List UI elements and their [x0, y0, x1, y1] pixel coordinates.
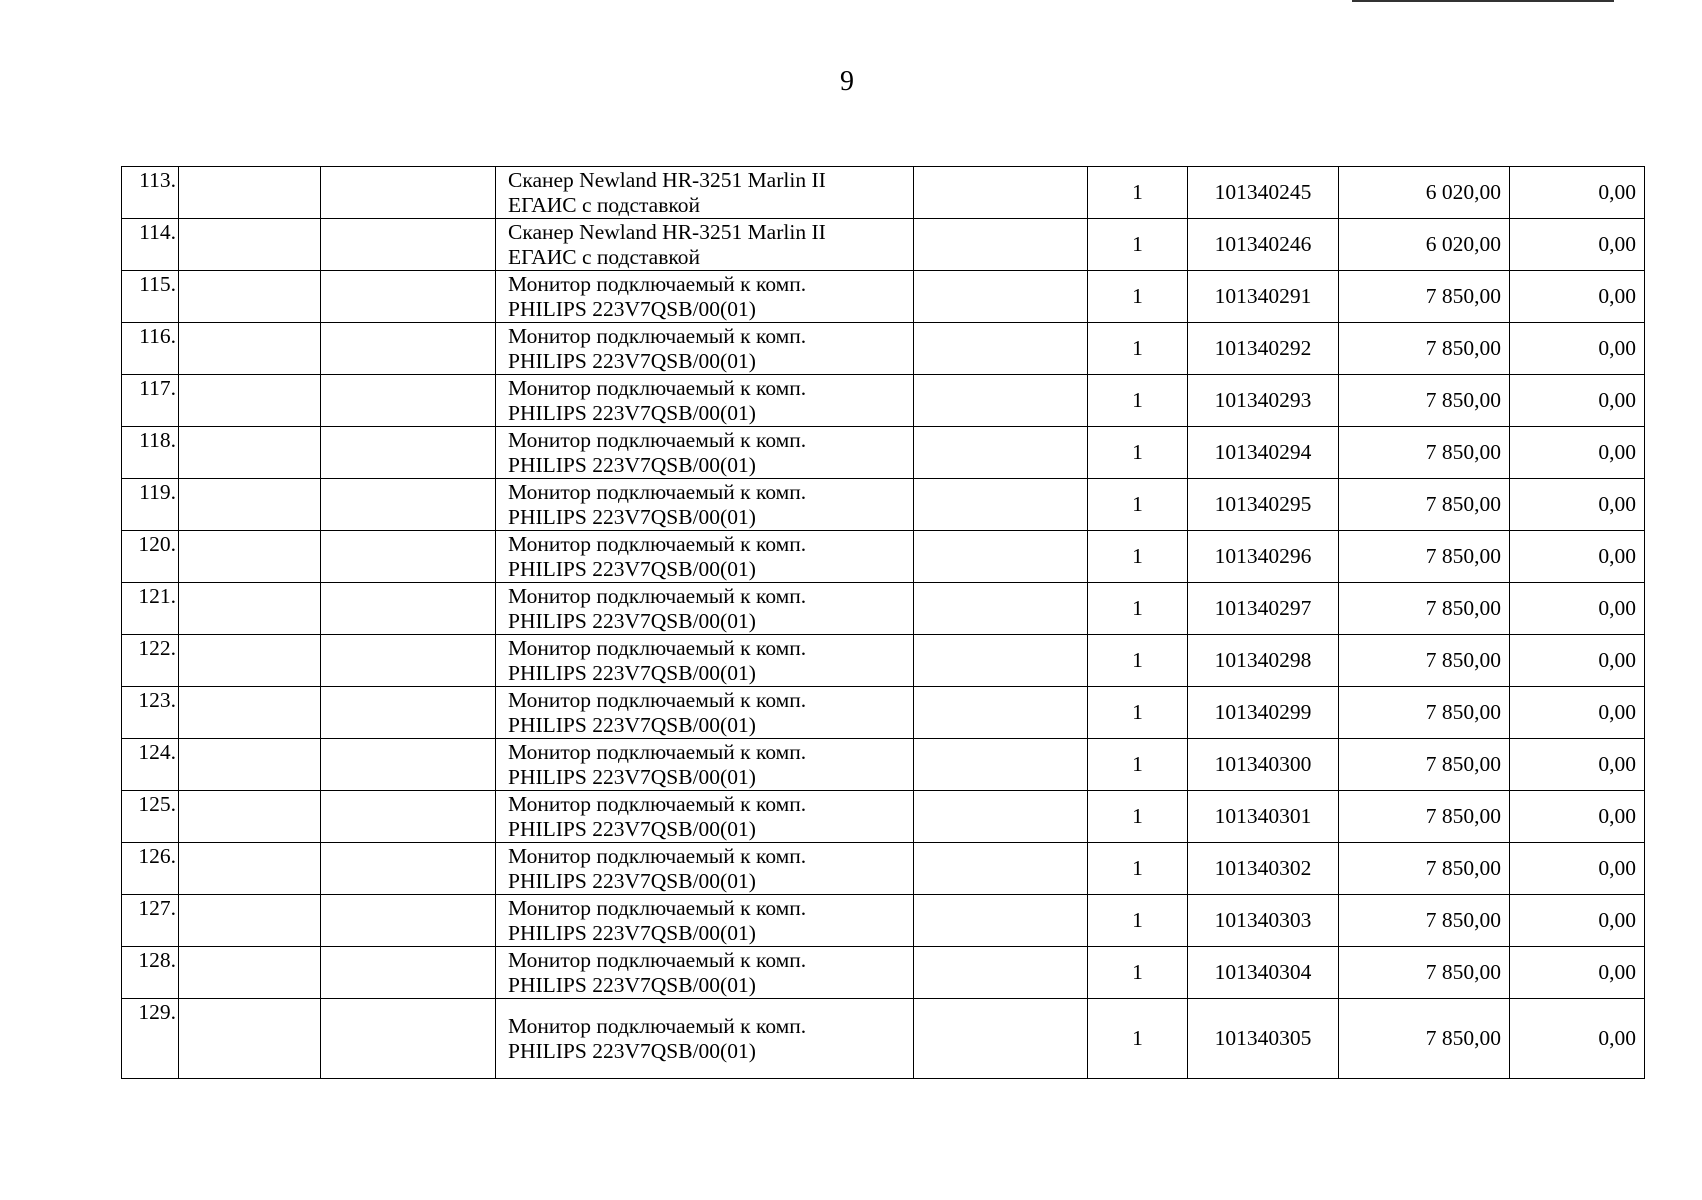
item-name-line: PHILIPS 223V7QSB/00(01) — [508, 1038, 756, 1063]
empty-cell — [179, 635, 321, 687]
item-name-line: Монитор подключаемый к комп. — [508, 687, 807, 712]
inventory-number: 101340246 — [1188, 219, 1339, 271]
inventory-number: 101340301 — [1188, 791, 1339, 843]
item-name-line: PHILIPS 223V7QSB/00(01) — [508, 452, 756, 477]
top-rule — [1352, 0, 1614, 2]
empty-cell — [914, 843, 1088, 895]
balance-value: 6 020,00 — [1339, 167, 1510, 219]
row-number: 123. — [122, 687, 179, 739]
row-number: 122. — [122, 635, 179, 687]
residual-value: 0,00 — [1510, 219, 1645, 271]
item-name-line: Монитор подключаемый к комп. — [508, 479, 807, 504]
residual-value: 0,00 — [1510, 427, 1645, 479]
table-row — [122, 947, 1645, 999]
quantity: 1 — [1088, 947, 1188, 999]
item-name — [496, 999, 914, 1079]
quantity: 1 — [1088, 999, 1188, 1079]
item-name — [496, 739, 914, 791]
item-name — [496, 947, 914, 999]
item-name-line: PHILIPS 223V7QSB/00(01) — [508, 348, 756, 373]
item-name — [496, 479, 914, 531]
row-number: 124. — [122, 739, 179, 791]
table-row — [122, 687, 1645, 739]
item-name — [496, 167, 914, 219]
item-name — [496, 791, 914, 843]
inventory-number: 101340293 — [1188, 375, 1339, 427]
inventory-number: 101340295 — [1188, 479, 1339, 531]
item-name — [496, 843, 914, 895]
empty-cell — [321, 791, 496, 843]
empty-cell — [321, 167, 496, 219]
empty-cell — [321, 635, 496, 687]
item-name — [496, 219, 914, 271]
quantity: 1 — [1088, 271, 1188, 323]
row-number: 129. — [122, 999, 179, 1079]
empty-cell — [321, 583, 496, 635]
row-number: 114. — [122, 219, 179, 271]
item-name-line: PHILIPS 223V7QSB/00(01) — [508, 868, 756, 893]
inventory-number: 101340305 — [1188, 999, 1339, 1079]
row-number: 116. — [122, 323, 179, 375]
empty-cell — [321, 219, 496, 271]
residual-value: 0,00 — [1510, 791, 1645, 843]
balance-value: 7 850,00 — [1339, 375, 1510, 427]
item-name-line: Сканер Newland HR-3251 Marlin II — [508, 219, 826, 244]
empty-cell — [179, 999, 321, 1079]
item-name-line: Монитор подключаемый к комп. — [508, 635, 807, 660]
balance-value: 7 850,00 — [1339, 999, 1510, 1079]
residual-value: 0,00 — [1510, 479, 1645, 531]
empty-cell — [179, 479, 321, 531]
item-name-line: Монитор подключаемый к комп. — [508, 583, 807, 608]
empty-cell — [914, 895, 1088, 947]
empty-cell — [914, 739, 1088, 791]
empty-cell — [321, 687, 496, 739]
inventory-number: 101340304 — [1188, 947, 1339, 999]
empty-cell — [321, 479, 496, 531]
empty-cell — [914, 323, 1088, 375]
quantity: 1 — [1088, 687, 1188, 739]
item-name — [496, 895, 914, 947]
empty-cell — [179, 895, 321, 947]
item-name-line: Монитор подключаемый к комп. — [508, 895, 807, 920]
inventory-number: 101340297 — [1188, 583, 1339, 635]
table-row — [122, 635, 1645, 687]
item-name — [496, 583, 914, 635]
quantity: 1 — [1088, 531, 1188, 583]
inventory-number: 101340300 — [1188, 739, 1339, 791]
residual-value: 0,00 — [1510, 271, 1645, 323]
quantity: 1 — [1088, 375, 1188, 427]
item-name-line: Монитор подключаемый к комп. — [508, 1013, 807, 1038]
quantity: 1 — [1088, 167, 1188, 219]
empty-cell — [179, 947, 321, 999]
quantity: 1 — [1088, 791, 1188, 843]
empty-cell — [179, 323, 321, 375]
inventory-number: 101340245 — [1188, 167, 1339, 219]
table-row — [122, 219, 1645, 271]
inventory-table — [121, 166, 1645, 1079]
balance-value: 7 850,00 — [1339, 843, 1510, 895]
empty-cell — [321, 947, 496, 999]
empty-cell — [914, 791, 1088, 843]
item-name — [496, 271, 914, 323]
item-name-line: ЕГАИС с подставкой — [508, 244, 700, 269]
balance-value: 7 850,00 — [1339, 687, 1510, 739]
empty-cell — [914, 427, 1088, 479]
empty-cell — [321, 895, 496, 947]
empty-cell — [179, 583, 321, 635]
quantity: 1 — [1088, 583, 1188, 635]
empty-cell — [914, 947, 1088, 999]
item-name — [496, 635, 914, 687]
item-name-line: PHILIPS 223V7QSB/00(01) — [508, 816, 756, 841]
residual-value: 0,00 — [1510, 687, 1645, 739]
empty-cell — [914, 999, 1088, 1079]
residual-value: 0,00 — [1510, 895, 1645, 947]
empty-cell — [179, 843, 321, 895]
item-name — [496, 375, 914, 427]
residual-value: 0,00 — [1510, 947, 1645, 999]
item-name-line: PHILIPS 223V7QSB/00(01) — [508, 556, 756, 581]
empty-cell — [914, 583, 1088, 635]
residual-value: 0,00 — [1510, 375, 1645, 427]
empty-cell — [179, 167, 321, 219]
balance-value: 7 850,00 — [1339, 427, 1510, 479]
row-number: 121. — [122, 583, 179, 635]
residual-value: 0,00 — [1510, 583, 1645, 635]
table-row — [122, 843, 1645, 895]
table-row — [122, 739, 1645, 791]
item-name-line: PHILIPS 223V7QSB/00(01) — [508, 972, 756, 997]
empty-cell — [321, 531, 496, 583]
row-number: 125. — [122, 791, 179, 843]
item-name-line: PHILIPS 223V7QSB/00(01) — [508, 920, 756, 945]
row-number: 118. — [122, 427, 179, 479]
quantity: 1 — [1088, 739, 1188, 791]
empty-cell — [321, 375, 496, 427]
item-name — [496, 687, 914, 739]
inventory-number: 101340296 — [1188, 531, 1339, 583]
item-name-line: Монитор подключаемый к комп. — [508, 791, 807, 816]
balance-value: 7 850,00 — [1339, 583, 1510, 635]
table-row — [122, 531, 1645, 583]
balance-value: 7 850,00 — [1339, 791, 1510, 843]
empty-cell — [914, 271, 1088, 323]
item-name-line: ЕГАИС с подставкой — [508, 192, 700, 217]
item-name-line: PHILIPS 223V7QSB/00(01) — [508, 660, 756, 685]
balance-value: 7 850,00 — [1339, 635, 1510, 687]
item-name-line: Монитор подключаемый к комп. — [508, 947, 807, 972]
residual-value: 0,00 — [1510, 323, 1645, 375]
balance-value: 7 850,00 — [1339, 947, 1510, 999]
quantity: 1 — [1088, 479, 1188, 531]
empty-cell — [321, 843, 496, 895]
quantity: 1 — [1088, 323, 1188, 375]
row-number: 127. — [122, 895, 179, 947]
item-name — [496, 531, 914, 583]
item-name — [496, 427, 914, 479]
residual-value: 0,00 — [1510, 843, 1645, 895]
empty-cell — [179, 271, 321, 323]
inventory-number: 101340291 — [1188, 271, 1339, 323]
item-name-line: PHILIPS 223V7QSB/00(01) — [508, 504, 756, 529]
table-row — [122, 583, 1645, 635]
inventory-number: 101340292 — [1188, 323, 1339, 375]
empty-cell — [914, 219, 1088, 271]
empty-cell — [179, 375, 321, 427]
item-name — [496, 323, 914, 375]
residual-value: 0,00 — [1510, 739, 1645, 791]
empty-cell — [179, 219, 321, 271]
table-row — [122, 167, 1645, 219]
empty-cell — [179, 739, 321, 791]
table-row — [122, 479, 1645, 531]
empty-cell — [179, 687, 321, 739]
inventory-number: 101340299 — [1188, 687, 1339, 739]
table-row — [122, 427, 1645, 479]
item-name-line: Монитор подключаемый к комп. — [508, 375, 807, 400]
row-number: 113. — [122, 167, 179, 219]
row-number: 126. — [122, 843, 179, 895]
residual-value: 0,00 — [1510, 531, 1645, 583]
balance-value: 7 850,00 — [1339, 479, 1510, 531]
quantity: 1 — [1088, 427, 1188, 479]
empty-cell — [321, 323, 496, 375]
table-row — [122, 375, 1645, 427]
residual-value: 0,00 — [1510, 167, 1645, 219]
empty-cell — [914, 167, 1088, 219]
item-name-line: PHILIPS 223V7QSB/00(01) — [508, 400, 756, 425]
empty-cell — [914, 687, 1088, 739]
item-name-line: Сканер Newland HR-3251 Marlin II — [508, 167, 826, 192]
empty-cell — [179, 791, 321, 843]
inventory-number: 101340303 — [1188, 895, 1339, 947]
inventory-number: 101340302 — [1188, 843, 1339, 895]
table-row — [122, 999, 1645, 1079]
item-name-line: PHILIPS 223V7QSB/00(01) — [508, 764, 756, 789]
row-number: 120. — [122, 531, 179, 583]
inventory-number: 101340298 — [1188, 635, 1339, 687]
empty-cell — [321, 999, 496, 1079]
balance-value: 7 850,00 — [1339, 895, 1510, 947]
quantity: 1 — [1088, 843, 1188, 895]
item-name-line: Монитор подключаемый к комп. — [508, 739, 807, 764]
quantity: 1 — [1088, 635, 1188, 687]
item-name-line: PHILIPS 223V7QSB/00(01) — [508, 712, 756, 737]
table-row — [122, 791, 1645, 843]
quantity: 1 — [1088, 895, 1188, 947]
empty-cell — [321, 739, 496, 791]
item-name-line: Монитор подключаемый к комп. — [508, 531, 807, 556]
item-name-line: PHILIPS 223V7QSB/00(01) — [508, 296, 756, 321]
balance-value: 6 020,00 — [1339, 219, 1510, 271]
row-number: 115. — [122, 271, 179, 323]
empty-cell — [179, 427, 321, 479]
empty-cell — [321, 271, 496, 323]
balance-value: 7 850,00 — [1339, 323, 1510, 375]
balance-value: 7 850,00 — [1339, 271, 1510, 323]
quantity: 1 — [1088, 219, 1188, 271]
page-number: 9 — [840, 66, 854, 97]
empty-cell — [914, 531, 1088, 583]
row-number: 128. — [122, 947, 179, 999]
empty-cell — [914, 479, 1088, 531]
item-name-line: Монитор подключаемый к комп. — [508, 323, 807, 348]
table-row — [122, 323, 1645, 375]
empty-cell — [914, 635, 1088, 687]
balance-value: 7 850,00 — [1339, 739, 1510, 791]
item-name-line: Монитор подключаемый к комп. — [508, 271, 807, 296]
residual-value: 0,00 — [1510, 635, 1645, 687]
balance-value: 7 850,00 — [1339, 531, 1510, 583]
table-row — [122, 895, 1645, 947]
empty-cell — [321, 427, 496, 479]
empty-cell — [914, 375, 1088, 427]
item-name-line: Монитор подключаемый к комп. — [508, 843, 807, 868]
row-number: 119. — [122, 479, 179, 531]
empty-cell — [179, 531, 321, 583]
table-row — [122, 271, 1645, 323]
item-name-line: Монитор подключаемый к комп. — [508, 427, 807, 452]
inventory-number: 101340294 — [1188, 427, 1339, 479]
row-number: 117. — [122, 375, 179, 427]
item-name-line: PHILIPS 223V7QSB/00(01) — [508, 608, 756, 633]
residual-value: 0,00 — [1510, 999, 1645, 1079]
